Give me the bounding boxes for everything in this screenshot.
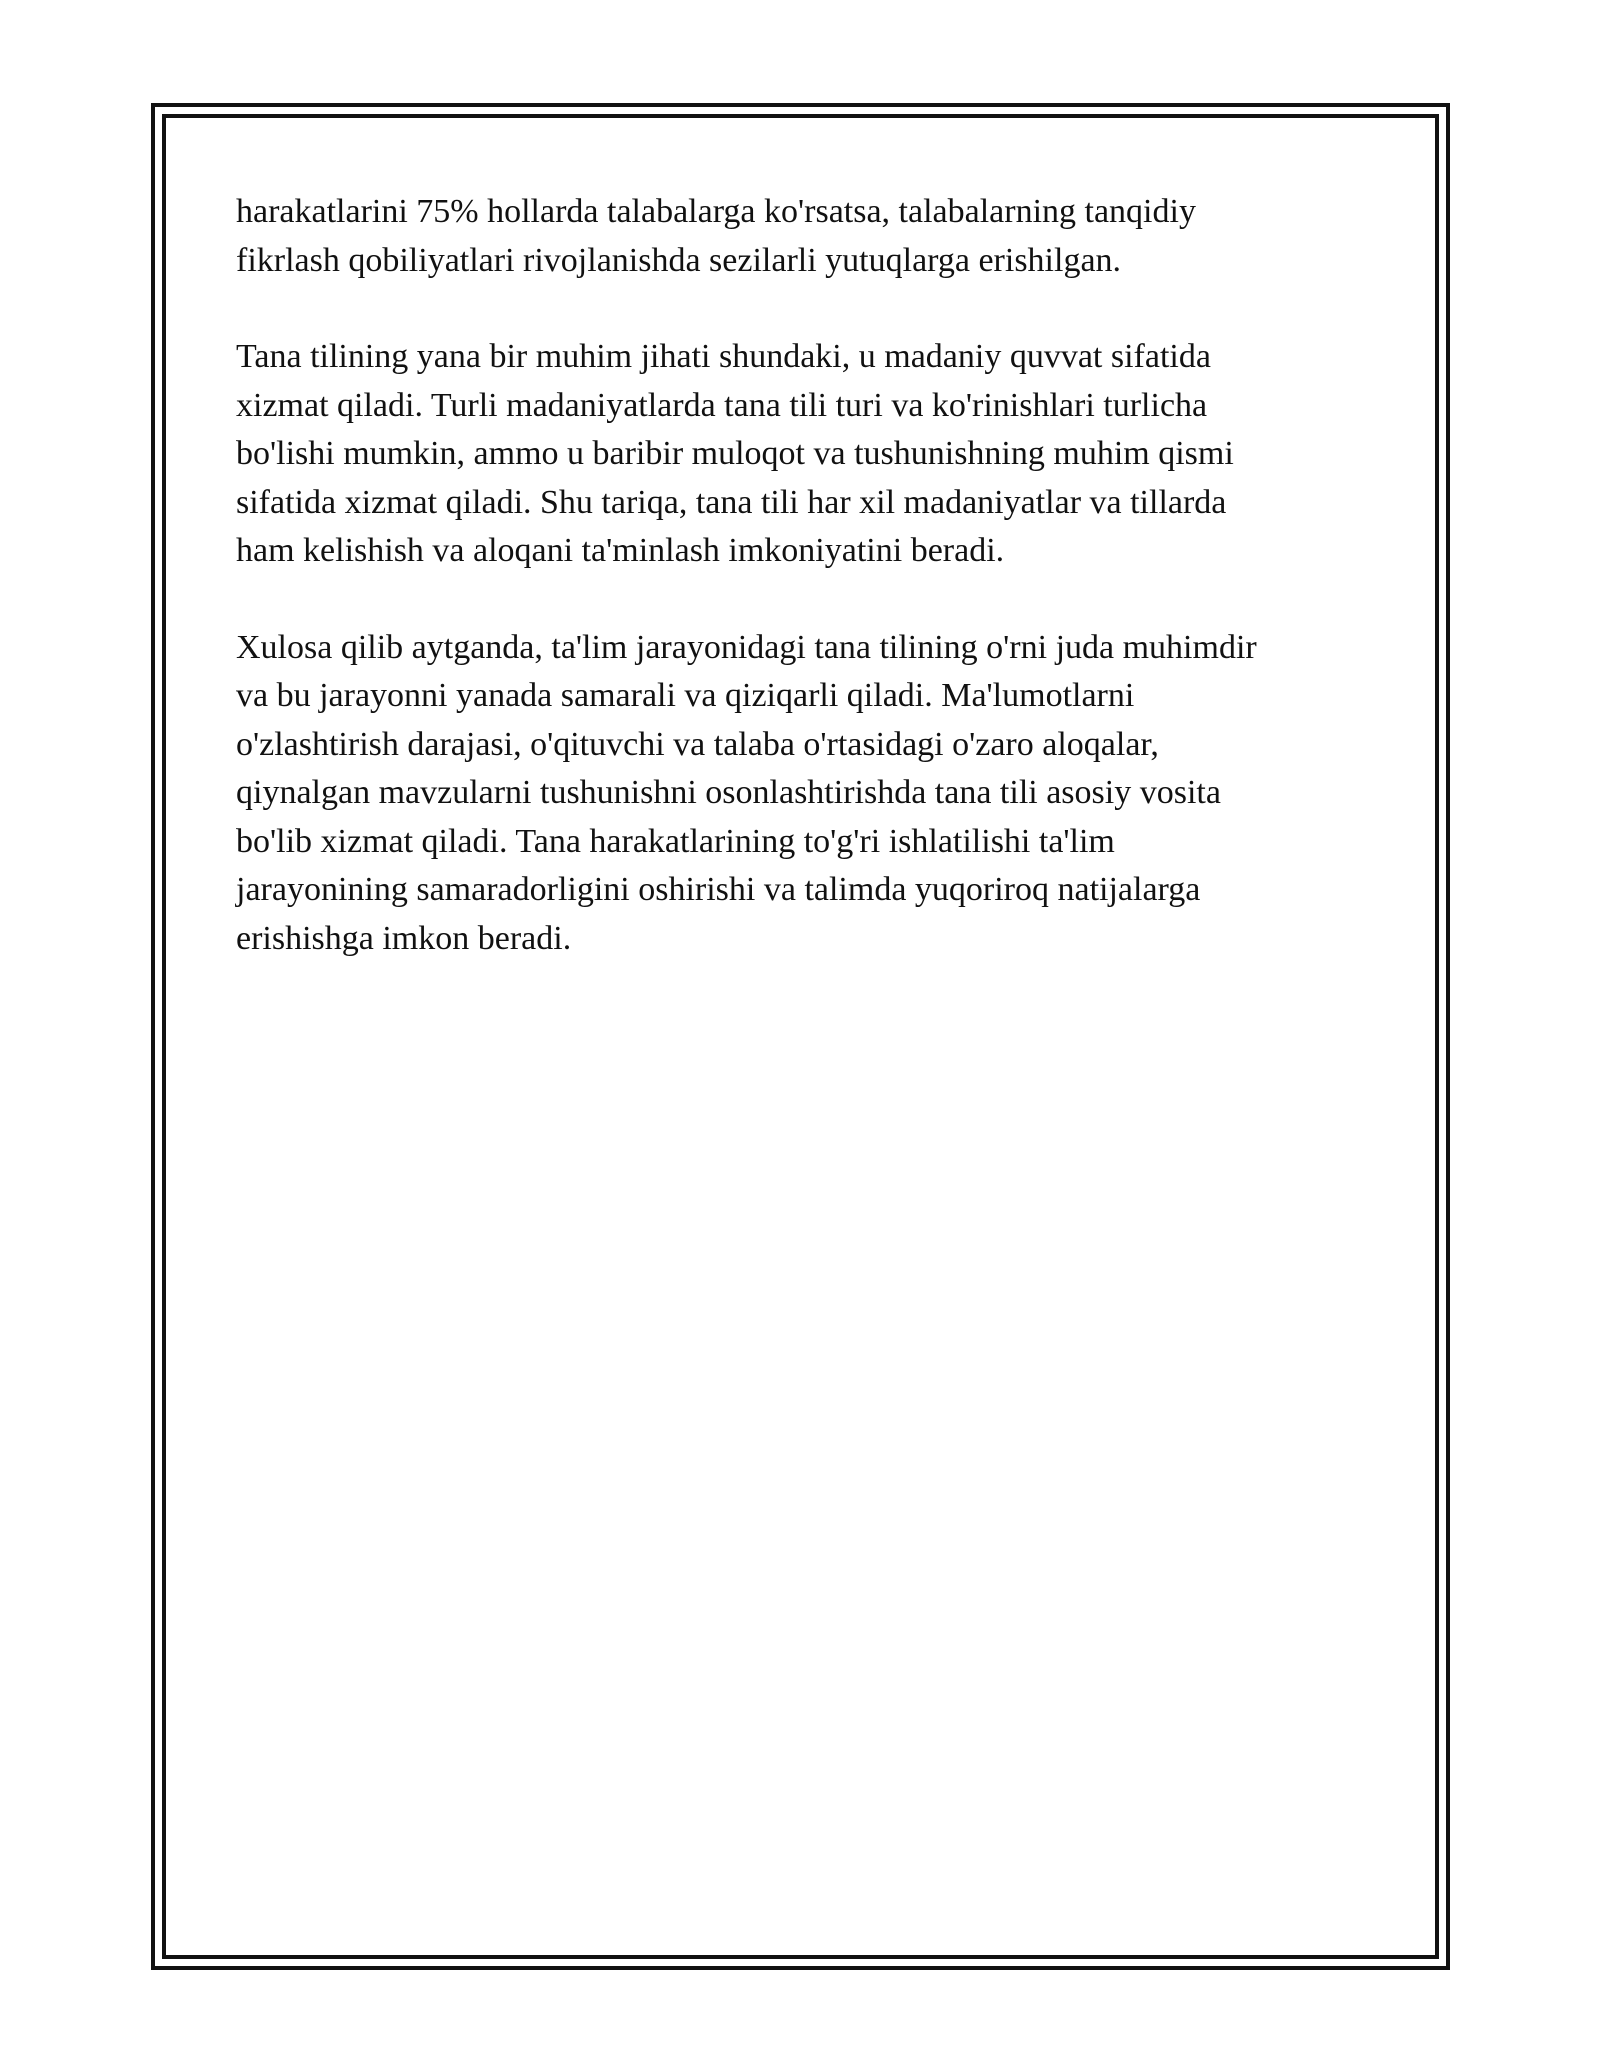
paragraph-3 [236, 624, 1356, 964]
paragraph-1 [236, 188, 1356, 285]
text-line: ham kelishish va aloqani ta'minlash imkoniyatini beradi. [236, 532, 1005, 569]
text-line: fikrlash qobiliyatlari rivojlanishda sezilarli yutuqlarga erishilgan. [236, 241, 1122, 279]
document-body [236, 188, 1356, 1011]
text-line: sifatida xizmat qiladi. Shu tariqa, tana tili har xil madaniyatlar va tillarda [236, 483, 1227, 521]
text-line: xizmat qiladi. Turli madaniyatlarda tana tili turi va ko'rinishlari turlicha [236, 386, 1208, 424]
text-line: Tana tilining yana bir muhim jihati shundaki, u madaniy quvvat sifatida [236, 338, 1211, 375]
text-line: qiynalgan mavzularni tushunishni osonlashtirishda tana tili asosiy vosita [236, 774, 1221, 811]
text-line: erishishga imkon beradi. [236, 919, 572, 957]
text-line: jarayonining samaradorligini oshirishi va talimda yuqoriroq natijalarga [236, 871, 1201, 908]
text-line: harakatlarini 75% hollarda talabalarga ko'rsatsa, talabalarning tanqidiy [236, 193, 1196, 230]
text-line: bo'lib xizmat qiladi. Tana harakatlarining to'g'ri ishlatilishi ta'lim [236, 822, 1115, 860]
text-line: bo'lishi mumkin, ammo u baribir muloqot va tushunishning muhim qismi [236, 435, 1234, 472]
text-line: Xulosa qilib aytganda, ta'lim jarayonidagi tana tilining o'rni juda muhimdir [236, 628, 1257, 666]
paragraph-2 [236, 333, 1356, 576]
text-line: va bu jarayonni yanada samarali va qiziqarli qiladi. Ma'lumotlarni [236, 677, 1135, 714]
text-line: o'zlashtirish darajasi, o'qituvchi va talaba o'rtasidagi o'zaro aloqalar, [236, 725, 1159, 763]
